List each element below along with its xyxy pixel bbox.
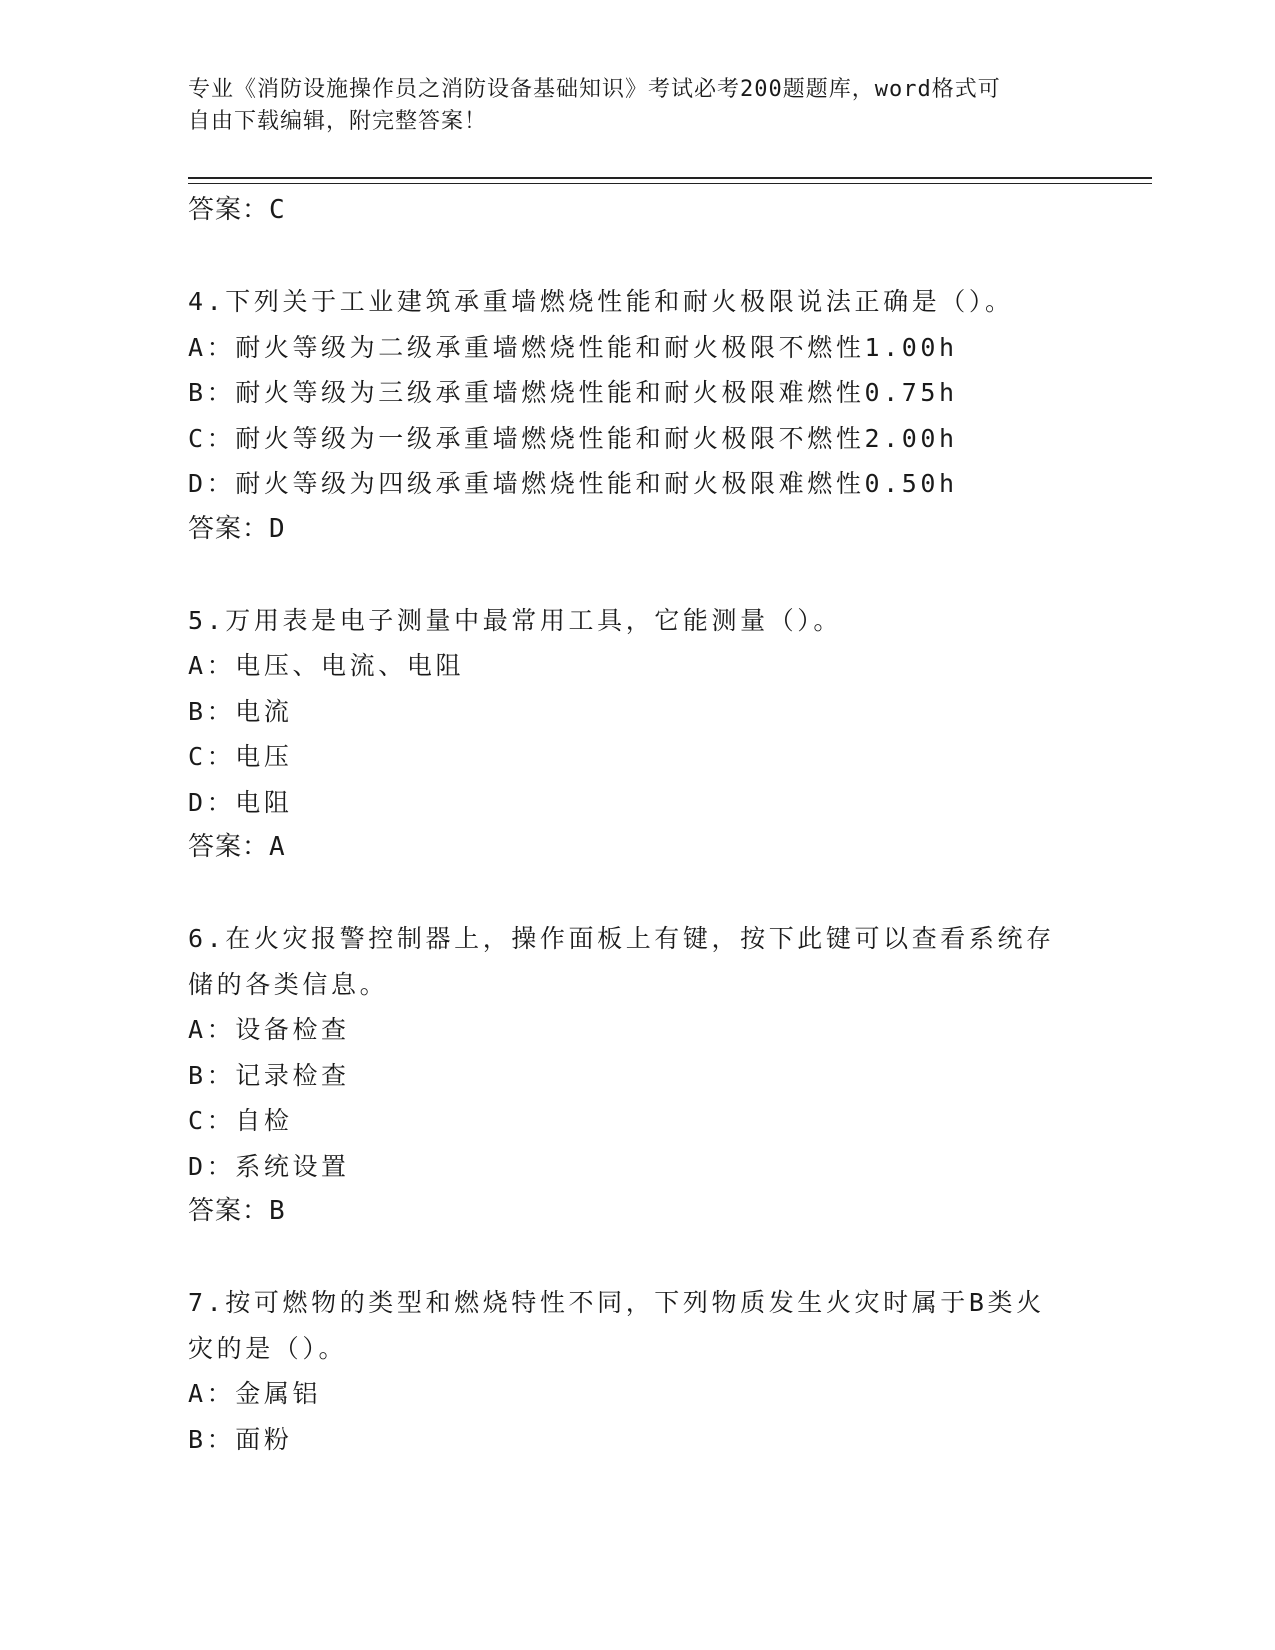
option-b: B：记录检查: [188, 1060, 350, 1090]
option-d: D：系统设置: [188, 1151, 350, 1181]
header-line-2: 自由下载编辑，附完整答案！: [188, 109, 488, 134]
question-text: 4.下列关于工业建筑承重墙燃烧性能和耐火极限说法正确是（）。: [188, 287, 1014, 316]
option-a: A：设备检查: [188, 1015, 350, 1044]
option-a: A：金属铝: [188, 1379, 322, 1408]
option-d: D：耐火等级为四级承重墙燃烧性能和耐火极限难燃性0.50h: [188, 469, 958, 498]
option-a: A：耐火等级为二级承重墙燃烧性能和耐火极限不燃性1.00h: [188, 332, 958, 362]
spacer: [188, 871, 1068, 917]
document-header: [188, 74, 1068, 138]
answer-q3: 答案：C: [188, 195, 286, 225]
question-7: [188, 1280, 1068, 1462]
question-text: 7.按可燃物的类型和燃烧特性不同，下列物质发生火灾时属于B类火灾的是（）。: [188, 1288, 1045, 1363]
option-c: C：耐火等级为一级承重墙燃烧性能和耐火极限不燃性2.00h: [188, 423, 958, 453]
answer: 答案：A: [188, 832, 286, 862]
question-list: [188, 188, 1068, 1462]
spacer: [188, 1235, 1068, 1281]
option-b: B：耐火等级为三级承重墙燃烧性能和耐火极限难燃性0.75h: [188, 378, 958, 407]
question-text: 5.万用表是电子测量中最常用工具，它能测量（）。: [188, 605, 843, 635]
question-4: [188, 279, 1068, 552]
option-b: B：面粉: [188, 1424, 293, 1454]
answer: 答案：B: [188, 1196, 286, 1226]
option-c: C：自检: [188, 1106, 293, 1135]
header-divider-thick: [188, 177, 1152, 179]
spacer: [188, 234, 1068, 280]
option-b: B：电流: [188, 696, 293, 726]
header-divider-thin: [188, 183, 1152, 184]
question-6: [188, 916, 1068, 1235]
option-d: D：电阻: [188, 787, 293, 817]
answer: 答案：D: [188, 513, 286, 544]
question-5: [188, 598, 1068, 871]
option-c: C：电压: [188, 742, 293, 771]
header-line-1: 专业《消防设施操作员之消防设备基础知识》考试必考200题题库，word格式可: [188, 77, 1001, 102]
spacer: [188, 552, 1068, 598]
question-text: 6.在火灾报警控制器上，操作面板上有键，按下此键可以查看系统存储的各类信息。: [188, 924, 1055, 999]
option-a: A：电压、电流、电阻: [188, 651, 465, 680]
